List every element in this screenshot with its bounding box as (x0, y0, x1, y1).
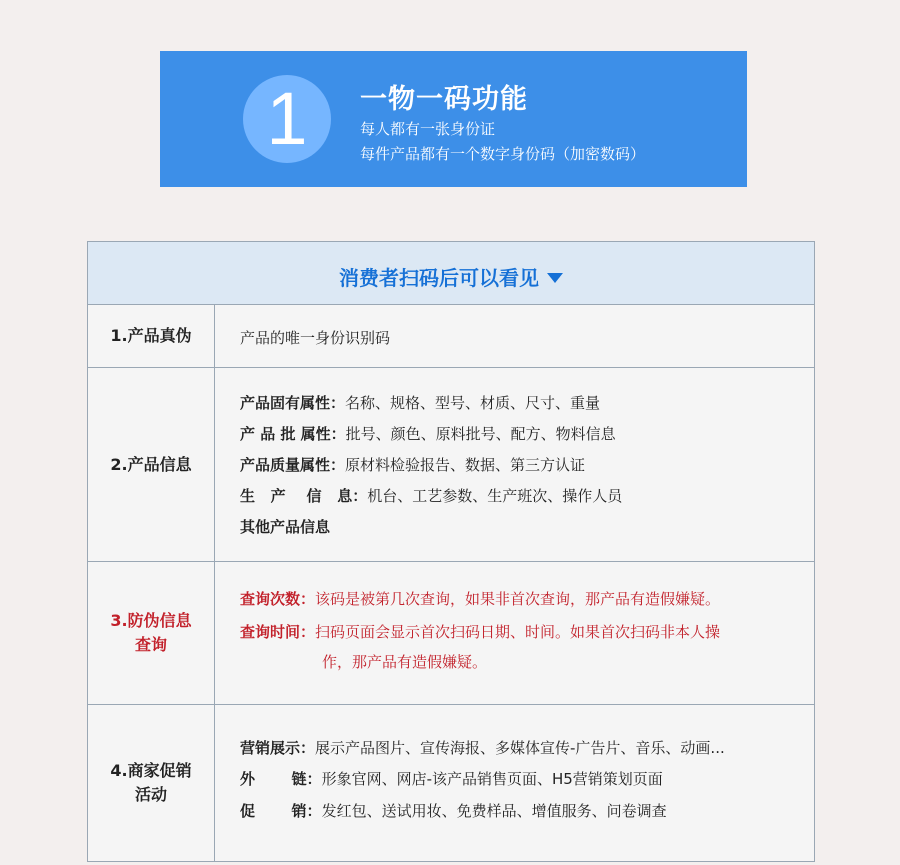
attr-value: 该码是被第几次查询，如果非首次查询，那产品有造假嫌疑。 (315, 590, 721, 608)
banner-title: 一物一码功能 (360, 84, 528, 115)
attr-key: 产品质量属性： (240, 456, 346, 474)
attr-value: 展示产品图片、宣传海报、多媒体宣传-广告片、音乐、动画... (315, 739, 725, 757)
content-line (240, 516, 330, 537)
row-content (215, 705, 814, 861)
number-badge: 1 (243, 75, 331, 163)
attr-key: 查询次数： (240, 590, 316, 608)
banner-line-2: 每件产品都有一个数字身份码（加密数码） (360, 145, 646, 163)
attr-value: 批号、颜色、原料批号、配方、物料信息 (345, 425, 616, 443)
attr-key: 外 链： (240, 770, 322, 788)
attr-value: 作，那产品有造假嫌疑。 (322, 653, 488, 671)
content-line (240, 423, 616, 444)
row-label-text: 1.产品真伪 (110, 326, 192, 345)
table-row (88, 705, 814, 861)
attr-key: 营销展示： (240, 739, 316, 757)
content-line (240, 588, 720, 609)
row-content (215, 305, 814, 367)
row-label-line-1: 4.商家促销 (110, 761, 192, 780)
table-row (88, 305, 814, 368)
content-line (240, 392, 600, 413)
attr-value: 扫码页面会显示首次扫码日期、时间。如果首次扫码非本人操 (315, 623, 721, 641)
table-header-text: 消费者扫码后可以看见 (339, 266, 539, 290)
content-line (240, 454, 585, 475)
row-label-line-1: 3.防伪信息 (110, 611, 192, 630)
content-line (240, 621, 720, 642)
attr-value: 原材料检验报告、数据、第三方认证 (345, 456, 586, 474)
attr-key: 查询时间： (240, 623, 316, 641)
attr-value: 机台、工艺参数、生产班次、操作人员 (367, 487, 623, 505)
info-table (87, 241, 815, 862)
attr-key: 促 销： (240, 802, 322, 820)
row-label (88, 562, 215, 704)
attr-key: 产品固有属性： (240, 394, 346, 412)
banner-line-1: 每人都有一张身份证 (360, 120, 496, 138)
attr-value: 发红包、送试用妆、免费样品、增值服务、问卷调查 (321, 802, 667, 820)
triangle-down-icon (547, 273, 563, 283)
attr-key: 产 品 批 属性： (240, 425, 346, 443)
attr-key: 其他产品信息 (240, 518, 331, 536)
attr-key: 生 产 信 息： (240, 487, 368, 505)
row-label-line-2: 查询 (134, 635, 167, 654)
table-header (88, 242, 814, 305)
row-label-line-2: 活动 (134, 785, 167, 804)
row-label (88, 368, 215, 561)
content-text: 产品的唯一身份识别码 (240, 329, 391, 347)
content-line (240, 327, 390, 348)
table-row (88, 562, 814, 705)
row-label (88, 305, 215, 367)
content-line (240, 485, 622, 506)
table-row (88, 368, 814, 562)
attr-value: 名称、规格、型号、材质、尺寸、重量 (345, 394, 601, 412)
row-label (88, 705, 215, 861)
content-line (322, 651, 487, 672)
content-line (240, 737, 725, 758)
content-line (240, 800, 667, 821)
row-content (215, 562, 814, 704)
content-line (240, 768, 663, 789)
row-content (215, 368, 814, 561)
feature-banner (160, 51, 747, 187)
row-label-text: 2.产品信息 (110, 454, 192, 474)
attr-value: 形象官网、网店-该产品销售页面、H5营销策划页面 (321, 770, 663, 788)
